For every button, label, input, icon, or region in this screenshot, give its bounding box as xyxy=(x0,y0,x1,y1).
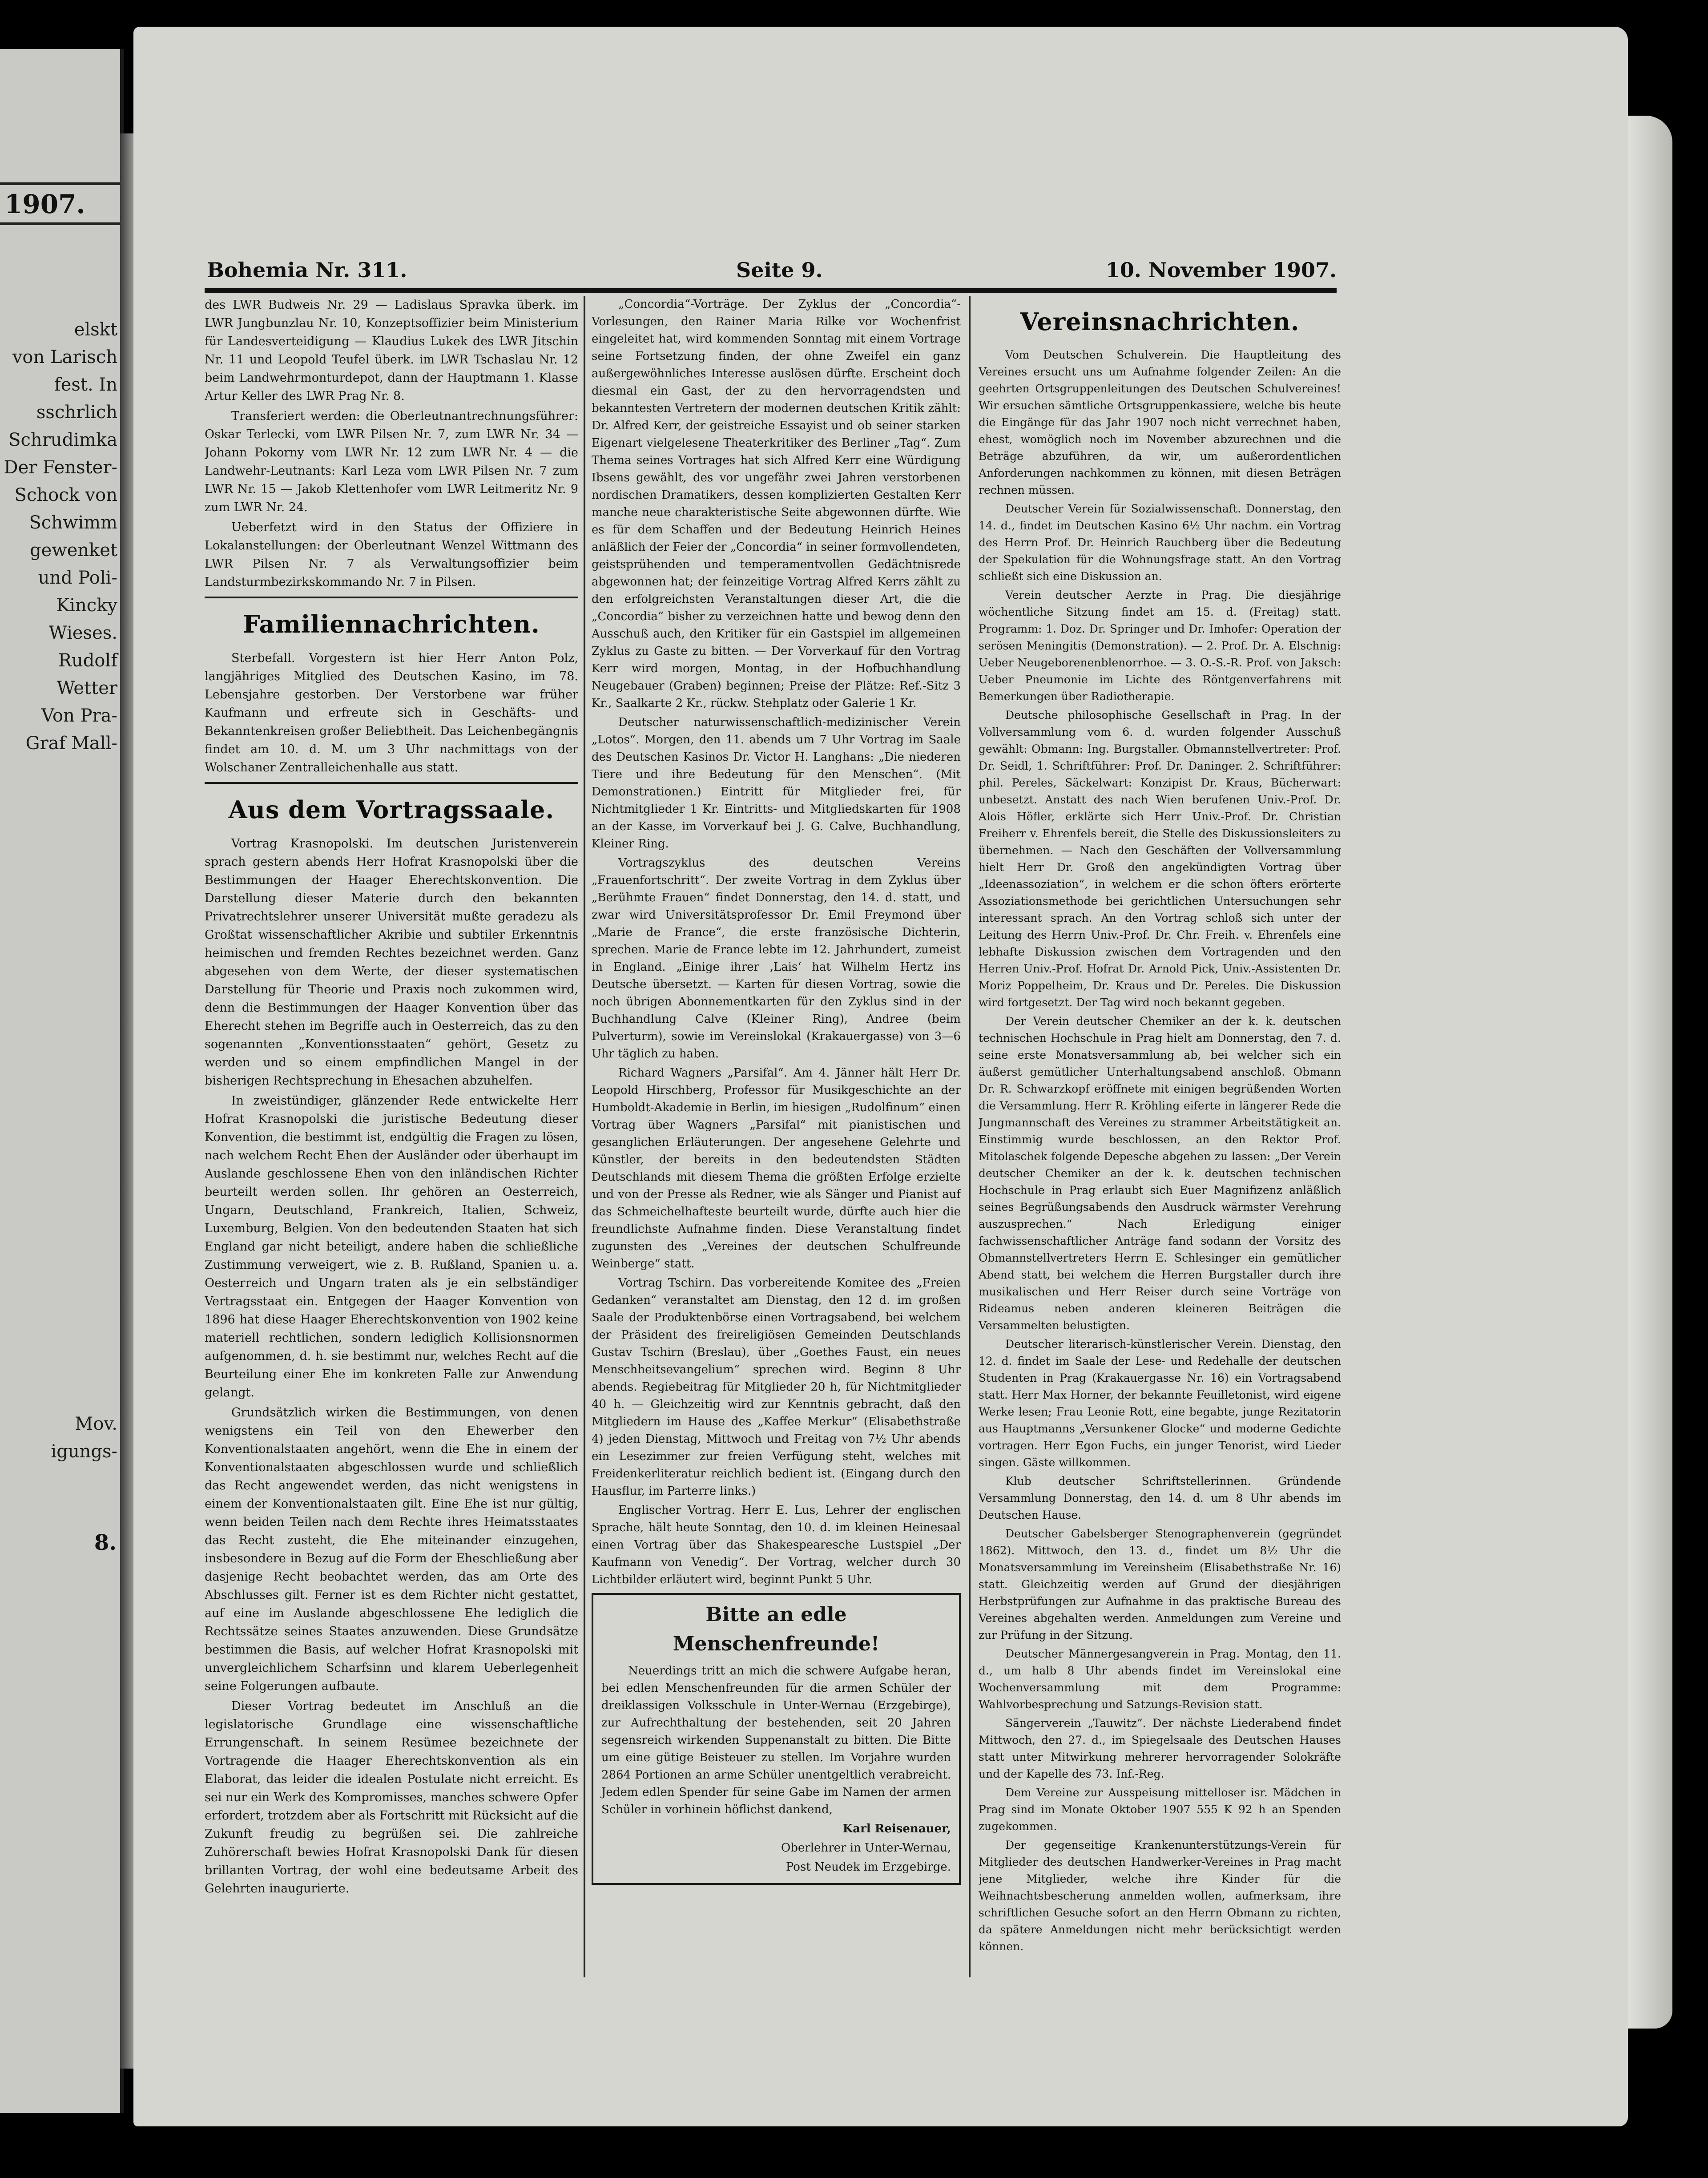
military-notice: des LWR Budweis Nr. 29 — Ladislaus Spravka überk. im LWR Jungbunzlau Nr. 10, Konzeptsoffizier beim Ministerium für Landesverteidigung — Klaudius Lukek des LWR Jitschin Nr. 11 und Leopold Teufel überk. im LWR Tschaslau Nr. 12 beim Landwehrmonturdepot, dann der Hauptmann 1. Klasse Artur Keller des LWR Prag Nr. 8. xyxy=(205,298,578,403)
masthead-date: 10. November 1907. xyxy=(1105,258,1337,282)
lecture-text: Grundsätzlich wirken die Bestimmungen, von denen wenigstens ein Teil von den Ehewerber den Konventionalstaaten angehört, wenn die Ehe in einem der Konventionalstaaten abgeschlossen wurde und schließlich das Recht angewendet werden, das nicht wenigstens in einem der Konventionalstaaten gilt. Eine Ehe ist nur gültig, wenn beiden Teilen nach dem Rechte ihres Heimatsstaates das Recht zusteht, die Ehe miteinander einzugehen, insbesondere in Bezug auf die Form der Eheschließung aber dasjenige Recht beobachtet werden, das am Orte des Abschlusses gilt. Ferner ist es dem Richter nicht gestattet, auf eine im Auslande abgeschlossene Ehe lediglich die Rechtssätze seines Staates anzuwenden. Diese Grundsätze bestimmen die Basis, auf welcher Hofrat Krasnopolski mit unvergleichlichem Scharfsinn und klarem Ueberlegenheit seine Folgerungen aufbaute. xyxy=(205,1406,578,1693)
lecture-text: Dieser Vortrag bedeutet im Anschluß an die legislatorische Grundlage eine wissenschaftliche Errungenschaft. In seinem Resümee bezeichnete der Vortragende die Haager Eherechtskonvention als ein Elaborat, das leider die idealen Postulate nicht erreicht. Es sei nur ein Werk des Kompromisses, manches schwere Opfer erfordert, trotzdem aber als Fortschritt mit Rücksicht auf die Zukunft freudig zu begrüßen sei. Die zahlreiche Zuhörerschaft bewies Hofrat Krasnopolski Dank für diesen brillanten Vortrag, der wohl eine bedeutsame Arbeit des Gelehrten inaugurierte. xyxy=(205,1699,578,1896)
family-news-heading: Familiennachrichten. xyxy=(243,610,540,638)
left-page-text-top: elskt von Larisch fest. In sschrlich Schrudimka Der Fenster- Schock von Schwimm gewenket und Poli- Kincky Wieses. Rudolf Wetter Von Pra- Graf Mall- xyxy=(4,319,117,754)
frauenfortschritt-lecture: Vortragszyklus des deutschen Vereins „Frauenfortschritt“. Der zweite Vortrag in dem Zyklus über „Berühmte Frauen“ findet Donnerstag, den 14. d. statt, und zwar wird Universitätsprofessor Dr. Emil Freymond über „Marie de France“, die erste französische Dichterin, sprechen. Marie de France lebte im 12. Jahrhundert, zumeist in England. „Einige ihrer ‚Lais‘ hat Wilhelm Hertz ins Deutsche übersetzt. — Karten für diesen Vortrag, sowie die noch übrigen Abonnementkarten für den Zyklus sind in der Buchhandlung Calve (Kleiner Ring), Andree (beim Pulverturm), sowie im Vereinslokal (Krakauergasse) von 3—6 Uhr täglich zu haben. xyxy=(592,856,961,1061)
appeal-signature-address: Post Neudek im Erzgebirge. xyxy=(786,1860,951,1874)
left-page-year: 1907. xyxy=(4,189,85,219)
left-page-header-rule xyxy=(0,222,120,225)
section-rule xyxy=(205,597,578,598)
column-2 xyxy=(592,296,961,1964)
column-3 xyxy=(979,296,1341,1968)
club-news-item: Klub deutscher Schriftstellerinnen. Gründende Versammlung Donnerstag, den 14. d. um 8 Uhr abends im Deutschen Hause. xyxy=(979,1475,1341,1521)
club-news-item: Verein deutscher Aerzte in Prag. Die diesjährige wöchentliche Sitzung findet am 15. d. (Freitag) statt. Programm: 1. Doz. Dr. Springer und Dr. Imhofer: Operation der serösen Meningitis (Demonstration). — 2. Prof. Dr. A. Elschnig: Ueber Neugeborenenblenorrhoe. — 3. O.-S.-R. Prof. von Jaksch: Ueber Pneumonie im Lichte des Röntgenverfahrens mit Bemerkungen über Radiotherapie. xyxy=(979,589,1341,703)
left-page-heading: 8. xyxy=(94,1530,117,1555)
appeal-signature-role: Oberlehrer in Unter-Wernau, xyxy=(781,1841,951,1855)
column-1 xyxy=(205,296,578,1960)
club-news-item: Der gegenseitige Krankenunterstützungs-Verein für Mitglieder des deutschen Handwerker-Vereines in Prag macht jene Mitglieder, welche ihre Kinder für die Weihnachtsbescherung anmelden wollen, aufmerksam, ihre schriftlichen Gesuche sofort an den Herrn Obmann zu richten, da spätere Anmeldungen nicht mehr berücksichtigt werden können. xyxy=(979,1839,1341,1953)
club-news-item: Deutscher Männergesangverein in Prag. Montag, den 11. d., um halb 8 Uhr abends findet im Vereinslokal eine Wochenversammlung mit dem Programme: Wahlvorbesprechung und Satzungs-Revision statt. xyxy=(979,1647,1341,1711)
section-rule xyxy=(205,782,578,784)
column-rule xyxy=(969,296,971,1977)
club-news-item: Deutscher Gabelsberger Stenographenverein (gegründet 1862). Mittwoch, den 13. d., findet um 8½ Uhr die Monatsversammlung im Vereinsheim (Elisabethstraße Nr. 16) statt. Gleichzeitig werden auf Grund der diesjährigen Herbstprüfungen zur Aufnahme in das praktische Bureau des Vereines abgehalten werden. Anmeldungen zum Vereine und zur Prüfung in der Sitzung. xyxy=(979,1527,1341,1642)
club-news-item: Vom Deutschen Schulverein. Die Hauptleitung des Vereines ersucht uns um Aufnahme folgender Zeilen: An die geehrten Ortsgruppenleitungen des Deutschen Schulvereines! Wir ersuchen sämtliche Ortsgruppenkassiere, welche bis heute die Eingänge für das Jahr 1907 noch nicht verrechnet haben, ehest, womöglich noch im November abzurechnen und die Beträge abzuführen, da wir, um außerordentlichen Anforderungen nachkommen zu können, mit diesen Beträgen rechnen müssen. xyxy=(979,348,1341,496)
tschirn-lecture: Vortrag Tschirn. Das vorbereitende Komitee des „Freien Gedanken“ veranstaltet am Dienstag, den 12 d. im großen Saale der Produktenbörse einen Vortragsabend, bei welchem der Präsident des freireligiösen Gemeinden Deutschlands Gustav Tschirn (Breslau), über „Goethes Faust, ein neues Menschheitsevangelium“ sprechen wird. Beginn 8 Uhr abends. Regiebeitrag für Mitglieder 20 h, für Nichtmitglieder 40 h. — Gleichzeitig wird zur Kenntnis gebracht, daß den Mitgliedern im Hause des „Kaffee Merkur“ (Elisabethstraße 4) jeden Dienstag, Mittwoch und Freitag von 7½ Uhr abends ein Lesezimmer zur freien Verfügung steht, welches mit Freidenkerliteratur reichlich bedient ist. (Eingang durch den Hausflur, im Parterre links.) xyxy=(592,1276,961,1498)
military-transfers: Transferiert werden: die Oberleutnantrechnungsführer: Oskar Terlecki, vom LWR Pilsen Nr. 7, zum LWR Nr. 34 — Johann Pokorny vom LWR Nr. 12 zum LWR Nr. 4 — die Landwehr-Leutnants: Karl Leza vom LWR Pilsen Nr. 7 zum LWR Nr. 15 — Jakob Klettenhofer vom LWR Leitmeritz Nr. 9 zum LWR Nr. 24. xyxy=(205,409,578,514)
club-news-item: Sängerverein „Tauwitz“. Der nächste Liederabend findet Mittwoch, den 27. d., im Spiegelsaale des Deutschen Hauses statt unter Mitwirkung mehrerer hervorragender Solokräfte und der Kapelle des 73. Inf.-Reg. xyxy=(979,1717,1341,1780)
lecture-hall-heading: Aus dem Vortragssaale. xyxy=(228,795,555,824)
lecture-text: Vortrag Krasnopolski. Im deutschen Juristenverein sprach gestern abends Herr Hofrat Krasnopolski über die Bestimmungen der Haager Eherechtskonvention. Die Darstellung dieser Materie durch den bekannten Privatrechtslehrer unserer Universität mußte geradezu als Großtat wissenschaftlicher Akribie und subtiler Erkenntnis heimischen und fremden Rechtes bezeichnet werden. Ganz abgesehen von dem Werte, der dieser systematischen Darstellung für Theorie und Praxis noch zukommen wird, denn die Bestimmungen der Haager Konvention über das Eherecht stehen im Begriffe auch in Oesterreich, das zu den sogenannten „Konventionsstaaten“ gehört, Gesetz zu werden und so einem empfindlichen Mangel in der bisherigen Rechtsprechung in Ehesachen abzuhelfen. xyxy=(205,837,578,1088)
appeal-title: Bitte an edle Menschenfreunde! xyxy=(673,1603,880,1655)
english-lecture: Englischer Vortrag. Herr E. Lus, Lehrer der englischen Sprache, hält heute Sonntag, den 10. d. im kleinen Heinesaal einen Vortrag über das Shakespearesche Lustspiel „Der Kaufmann von Venedig“. Der Vortrag, welcher durch 30 Lichtbilder erläutert wird, beginnt Punkt 5 Uhr. xyxy=(592,1504,961,1586)
club-news-item: Der Verein deutscher Chemiker an der k. k. deutschen technischen Hochschule in Prag hielt am Donnerstag, den 7. d. seine erste Monatsversammlung ab, bei welcher sich ein äußerst gemütlicher Unterhaltungsabend anschloß. Obmann Dr. R. Schwarzkopf eröffnete mit einigen begrüßenden Worten die Versammlung. Herr R. Kröhling eiferte in längerer Rede die Jungmannschaft des Vereines zu strammer Arbeitstätigkeit an. Einstimmig wurde beschlossen, an den Rektor Prof. Mitolaschek folgende Depesche abgehen zu lassen: „Der Verein deutscher Chemiker an der k. k. deutschen technischen Hochschule in Prag erlaubt sich Euer Magnifizenz anläßlich seines Begrüßungsabends den Ausdruck wärmster Verehrung auszusprechen.“ Nach Erledigung einiger fachwissenschaftlicher Anträge fand sodann der Vorsitz des Obmannstellvertreters Herrn E. Schlesinger ein gemütlicher Abend statt, bei welchem die Herren Burgstaller durch ihre musikalischen und Herr Reiser durch seine Vorträge von Rideamus neben anderen kleineren Beiträgen die Versammelten belustigten. xyxy=(979,1015,1341,1332)
family-news-text: Sterbefall. Vorgestern ist hier Herr Anton Polz, langjähriges Mitglied des Deutschen Kasino, im 78. Lebensjahre gestorben. Der Verstorbene war früher Kaufmann und erfreute sich in Geschäfts- und Bekanntenkreisen großer Beliebtheit. Das Leichenbegängnis findet am 10. d. M. um 3 Uhr nachmittags von der Wolschaner Zentralleichenhalle aus statt. xyxy=(205,651,578,774)
lotos-lecture: Deutscher naturwissenschaftlich-medizinischer Verein „Lotos“. Morgen, den 11. abends um 7 Uhr Vortrag im Saale des Deutschen Kasinos Dr. Victor H. Langhans: „Die niederen Tiere und ihre Bedeutung für den Menschen“. (Mit Demonstrationen.) Eintritt für Mitglieder frei, für Nichtmitglieder 1 Kr. Eintritts- und Mitgliedskarten für 1908 an der Kasse, im Vorverkauf bei J. G. Calve, Buchhandlung, Kleiner Ring. xyxy=(592,716,961,851)
masthead-rule xyxy=(205,288,1337,293)
appeal-signature-name: Karl Reisenauer, xyxy=(842,1822,951,1835)
left-page-text-bottom: Mov. igungs- xyxy=(51,1414,117,1462)
club-news-item: Deutsche philosophische Gesellschaft in Prag. In der Vollversammlung vom 6. d. wurden folgender Ausschuß gewählt: Obmann: Ing. Burgstaller. Obmannstellvertreter: Prof. Dr. Seidl, 1. Schriftführer: Prof. Dr. Daninger. 2. Schriftführer: phil. Pereles, Säckelwart: Konzipist Dr. Kraus, Bücherwart: unbesetzt. Anstatt des nach Wien berufenen Univ.-Prof. Dr. Alois Höfler, erklärte sich Herr Univ.-Prof. Dr. Christian Freiherr v. Ehrenfels bereit, die Stelle des Diskussionsleiters zu übernehmen. — Nach den Geschäften der Vollversammlung hielt Herr Dr. Groß den angekündigten Vortrag über „Ideenassoziation“, in welchem er die schon öfters erörterte Assoziationsmethode bei gerichtlichen Untersuchungen sehr interessant sprach. An den Vortrag schloß sich unter der Leitung des Herrn Univ.-Prof. Dr. Chr. Freih. v. Ehrenfels eine lebhafte Diskussion zwischen dem Vortragenden und den Herren Univ.-Prof. Hofrat Dr. Arnold Pick, Univ.-Assistenten Dr. Moriz Poppelheim, Dr. Kraus und Dr. Pereles. Die Diskussion wird fortgesetzt. Der Tag wird noch bekannt gegeben. xyxy=(979,709,1341,1009)
left-page-fragment xyxy=(0,49,124,2113)
appeal-text: Neuerdings tritt an mich die schwere Aufgabe heran, bei edlen Menschenfreunden für die armen Schüler der dreiklassigen Volksschule in Unter-Wernau (Erzgebirge), zur Aufrechthaltung der bestehenden, seit 20 Jahren segensreich wirkenden Suppenanstalt zu bitten. Die Bitte um eine gütige Beisteuer zu stellen. Im Vorjahre wurden 2864 Portionen an arme Schüler unentgeltlich verabreicht. Jedem edlen Spender für seine Gabe im Namen der armen Schüler in vorhinein höflichst dankend, xyxy=(601,1664,951,1816)
masthead xyxy=(207,258,1337,289)
left-page-top-rule xyxy=(0,182,120,185)
parsifal-lecture: Richard Wagners „Parsifal“. Am 4. Jänner hält Herr Dr. Leopold Hirschberg, Professor für Musikgeschichte an der Humboldt-Akademie in Berlin, im hiesigen „Rudolfinum“ einen Vortrag über Wagners „Parsifal“ mit pianistischen und gesanglichen Erläuterungen. Der angesehene Gelehrte und Künstler, der bereits in den bedeutendsten Städten Deutschlands mit diesem Thema die größten Erfolge erzielte und von der Presse als Redner, wie als Sänger und Pianist auf das Schmeichelhafteste beurteilt wurde, dürfte auch hier die freundlichste Aufnahme finden. Diese Veranstaltung findet zugunsten des „Vereines der deutschen Schulfreunde Weinberge“ statt. xyxy=(592,1066,961,1270)
appeal-box xyxy=(592,1593,961,1885)
column-rule xyxy=(584,296,585,1977)
military-transfer-note: Ueberfetzt wird in den Status der Offiziere in Lokalanstellungen: der Oberleutnant Wenzel Wittmann des LWR Pilsen Nr. 7 als Verwaltungsoffizier beim Landsturmbezirkskommando Nr. 7 in Pilsen. xyxy=(205,520,578,589)
club-news-item: Dem Vereine zur Ausspeisung mittelloser isr. Mädchen in Prag sind im Monate Oktober 1907 555 K 92 h an Spenden zugekommen. xyxy=(979,1786,1341,1833)
club-news-item: Deutscher literarisch-künstlerischer Verein. Dienstag, den 12. d. findet im Saale der Lese- und Redehalle der deutschen Studenten in Prag (Krakauergasse Nr. 16) ein Vortragsabend statt. Herr Max Horner, der bekannte Feuilletonist, wird eigene Werke lesen; Frau Leonie Rott, eine begabte, junge Rezitatorin aus Hauptmanns „Versunkener Glocke“ und moderne Gedichte vortragen. Herr Egon Fuchs, ein junger Tenorist, wird Lieder singen. Gäste willkommen. xyxy=(979,1338,1341,1469)
club-news-heading: Vereinsnachrichten. xyxy=(1020,307,1300,336)
masthead-issue: Bohemia Nr. 311. xyxy=(207,258,407,282)
masthead-page-number: Seite 9. xyxy=(736,258,823,282)
lecture-text: In zweistündiger, glänzender Rede entwickelte Herr Hofrat Krasnopolski die juristische Bedeutung dieser Konvention, die bestimmt ist, endgültig die Fragen zu lösen, nach welchem Recht Ehen der Ausländer oder überhaupt im Auslande geschlossene Ehen von den inländischen Richter beurteilt werden sollen. Ihr gehören an Oesterreich, Ungarn, Deutschland, Frankreich, Italien, Schweiz, Luxemburg, Belgien. Von den bedeutenden Staaten hat sich England gar nicht beteiligt, andere haben die schließliche Zustimmung verweigert, wie z. B. Rußland, Spanien u. a. Oesterreich und Ungarn traten als je ein selbständiger Vertragsstaat ein. Entgegen der Haager Konvention von 1896 hat diese Haager Eherechtskonvention von 1902 keine materiell rechtlichen, sondern lediglich Kollisionsnormen aufgenommen, d. h. sie bestimmt nur, welches Recht auf die Beurteilung einer Ehe im konkreten Falle zur Anwendung gelangt. xyxy=(205,1094,578,1400)
concordia-lectures: „Concordia“-Vorträge. Der Zyklus der „Concordia“-Vorlesungen, den Rainer Maria Rilke vor Wochenfrist eingeleitet hat, wird kommenden Sonntag mit einem Vortrage seine Fortsetzung finden, der ohne Zweifel ein ganz außergewöhnliches Interesse auslösen dürfte. Erscheint doch diesmal ein Gast, der zu den hervorragendsten und bekanntesten Vertretern der modernen deutschen Kritik zählt: Dr. Alfred Kerr, der geistreiche Essayist und ob seiner starken Eigenart vielgelesene Theaterkritiker des Berliner „Tag“. Zum Thema seines Vortrages hat sich Alfred Kerr eine Würdigung Ibsens gewählt, des vor ungefähr zwei Jahren verstorbenen nordischen Dramatikers, dessen komplizierten Gestalten Kerr manche neue charakteristische Seite abgewonnen dürfte. Wie es für dem Schaffen und der Bedeutung Heinrich Heines anläßlich der Feier der „Concordia“ in seiner formvollendeten, geistsprühenden und temperamentvollen Gedächtnisrede abgewonnen hat; der feinzeitige Vortrag Alfred Kerrs zählt zu den erfolgreichsten Veranstaltungen dieser Art, die die „Concordia“ bisher zu verzeichnen hatte und bewog denn den Ausschuß auch, den Kritiker für ein Gastspiel im allgemeinen Zyklus zu Gaste zu bitten. — Der Vorverkauf für den Vortrag Kerr wird morgen, Montag, in der Hofbuchhandlung Neugebauer (Graben) beginnen; Preise der Plätze: Ref.-Sitz 3 Kr., Saalkarte 2 Kr., rückw. Stehplatz oder Galerie 1 Kr. xyxy=(592,298,961,710)
club-news-item: Deutscher Verein für Sozialwissenschaft. Donnerstag, den 14. d., findet im Deutschen Kasino 6½ Uhr nachm. ein Vortrag des Herrn Prof. Dr. Heinrich Rauchberg über die Bedeutung der Spekulation für die Wohnungsfrage statt. An den Vortrag schließt sich eine Diskussion an. xyxy=(979,502,1341,583)
